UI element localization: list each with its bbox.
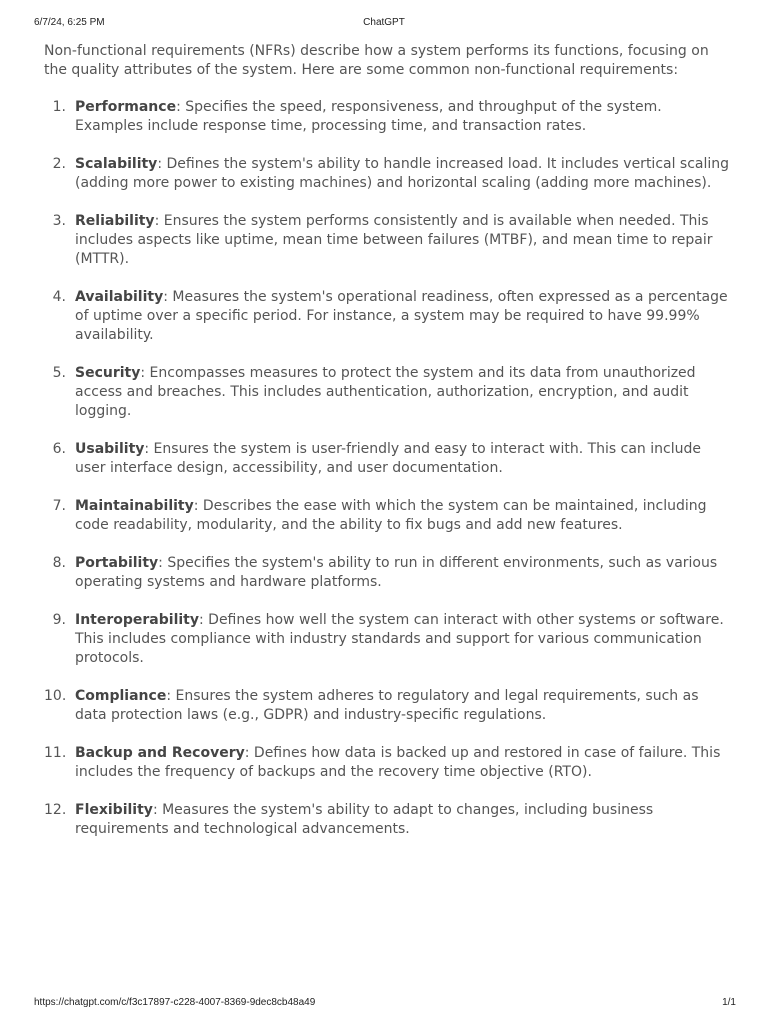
list-item-number: 4. (52, 289, 66, 305)
print-title: ChatGPT (363, 17, 405, 28)
list-item-term: Backup and Recovery (75, 745, 245, 761)
list-item-text: : Ensures the system is user-friendly and easy to interact with. This can include user interface design, accessibility, and user documentation. (75, 441, 701, 476)
list-item (44, 611, 734, 668)
list-item-text: : Specifies the speed, responsiveness, and throughput of the system. Examples include response time, processing time, and transaction rates. (75, 99, 662, 134)
list-item-number: 7. (52, 498, 66, 514)
list-item-number: 2. (52, 156, 66, 172)
list-item-number: 1. (52, 99, 66, 115)
list-item-term: Performance (75, 99, 177, 115)
list-item-number: 9. (52, 612, 66, 628)
list-item-term: Reliability (75, 213, 155, 229)
list-item-term: Flexibility (75, 802, 153, 818)
list-item-text: : Ensures the system adheres to regulatory and legal requirements, such as data protection laws (e.g., GDPR) and industry-specific regulations. (75, 688, 699, 723)
list-item-text: : Specifies the system's ability to run in different environments, such as various operating systems and hardware platforms. (75, 555, 718, 590)
document-content (44, 42, 734, 858)
list-item-text: : Encompasses measures to protect the system and its data from unauthorized access and breaches. This includes authentication, authorization, encryption, and audit logging. (75, 365, 696, 419)
list-item-text: : Measures the system's ability to adapt to changes, including business requirements and technological advancements. (75, 802, 654, 837)
list-item-text: : Defines the system's ability to handle increased load. It includes vertical scaling (adding more power to existing machines) and horizontal scaling (adding more machines). (75, 156, 730, 191)
list-item-number: 11. (44, 745, 67, 761)
list-item (44, 554, 734, 592)
list-item-term: Availability (75, 289, 164, 305)
list-item (44, 801, 734, 839)
list-item-text: : Defines how well the system can interact with other systems or software. This includes compliance with industry standards and support for various communication protocols. (75, 612, 724, 666)
intro-paragraph: Non-functional requirements (NFRs) describe how a system performs its functions, focusing on the quality attributes of the system. Here are some common non-functional requirements: (44, 43, 709, 78)
list-item-text: : Describes the ease with which the system can be maintained, including code readability, modularity, and the ability to fix bugs and add new features. (75, 498, 707, 533)
nfr-list (44, 98, 734, 839)
list-item-term: Interoperability (75, 612, 199, 628)
page-url: https://chatgpt.com/c/f3c17897-c228-4007-8369-9dec8cb48a49 (34, 997, 316, 1008)
list-item (44, 288, 734, 345)
list-item-term: Usability (75, 441, 145, 457)
print-header (0, 17, 768, 31)
list-item-number: 5. (52, 365, 66, 381)
list-item-number: 12. (44, 802, 67, 818)
list-item (44, 155, 734, 193)
list-item-number: 6. (52, 441, 66, 457)
list-item-number: 3. (52, 213, 66, 229)
list-item (44, 744, 734, 782)
list-item (44, 364, 734, 421)
list-item-text: : Measures the system's operational readiness, often expressed as a percentage of uptime over a specific period. For instance, a system may be required to have 99.99% availability. (75, 289, 728, 343)
page-number: 1/1 (722, 997, 736, 1008)
list-item-term: Security (75, 365, 141, 381)
list-item-term: Portability (75, 555, 159, 571)
list-item (44, 497, 734, 535)
list-item-text: : Defines how data is backed up and restored in case of failure. This includes the frequency of backups and the recovery time objective (RTO). (75, 745, 721, 780)
list-item (44, 212, 734, 269)
list-item (44, 98, 734, 136)
list-item-term: Compliance (75, 688, 167, 704)
list-item-text: : Ensures the system performs consistently and is available when needed. This includes aspects like uptime, mean time between failures (MTBF), and mean time to repair (MTTR). (75, 213, 713, 267)
list-item-term: Scalability (75, 156, 158, 172)
list-item-number: 10. (44, 688, 67, 704)
print-datetime: 6/7/24, 6:25 PM (34, 17, 105, 28)
list-item-number: 8. (52, 555, 66, 571)
list-item (44, 440, 734, 478)
list-item (44, 687, 734, 725)
list-item-term: Maintainability (75, 498, 194, 514)
print-footer (0, 997, 768, 1011)
